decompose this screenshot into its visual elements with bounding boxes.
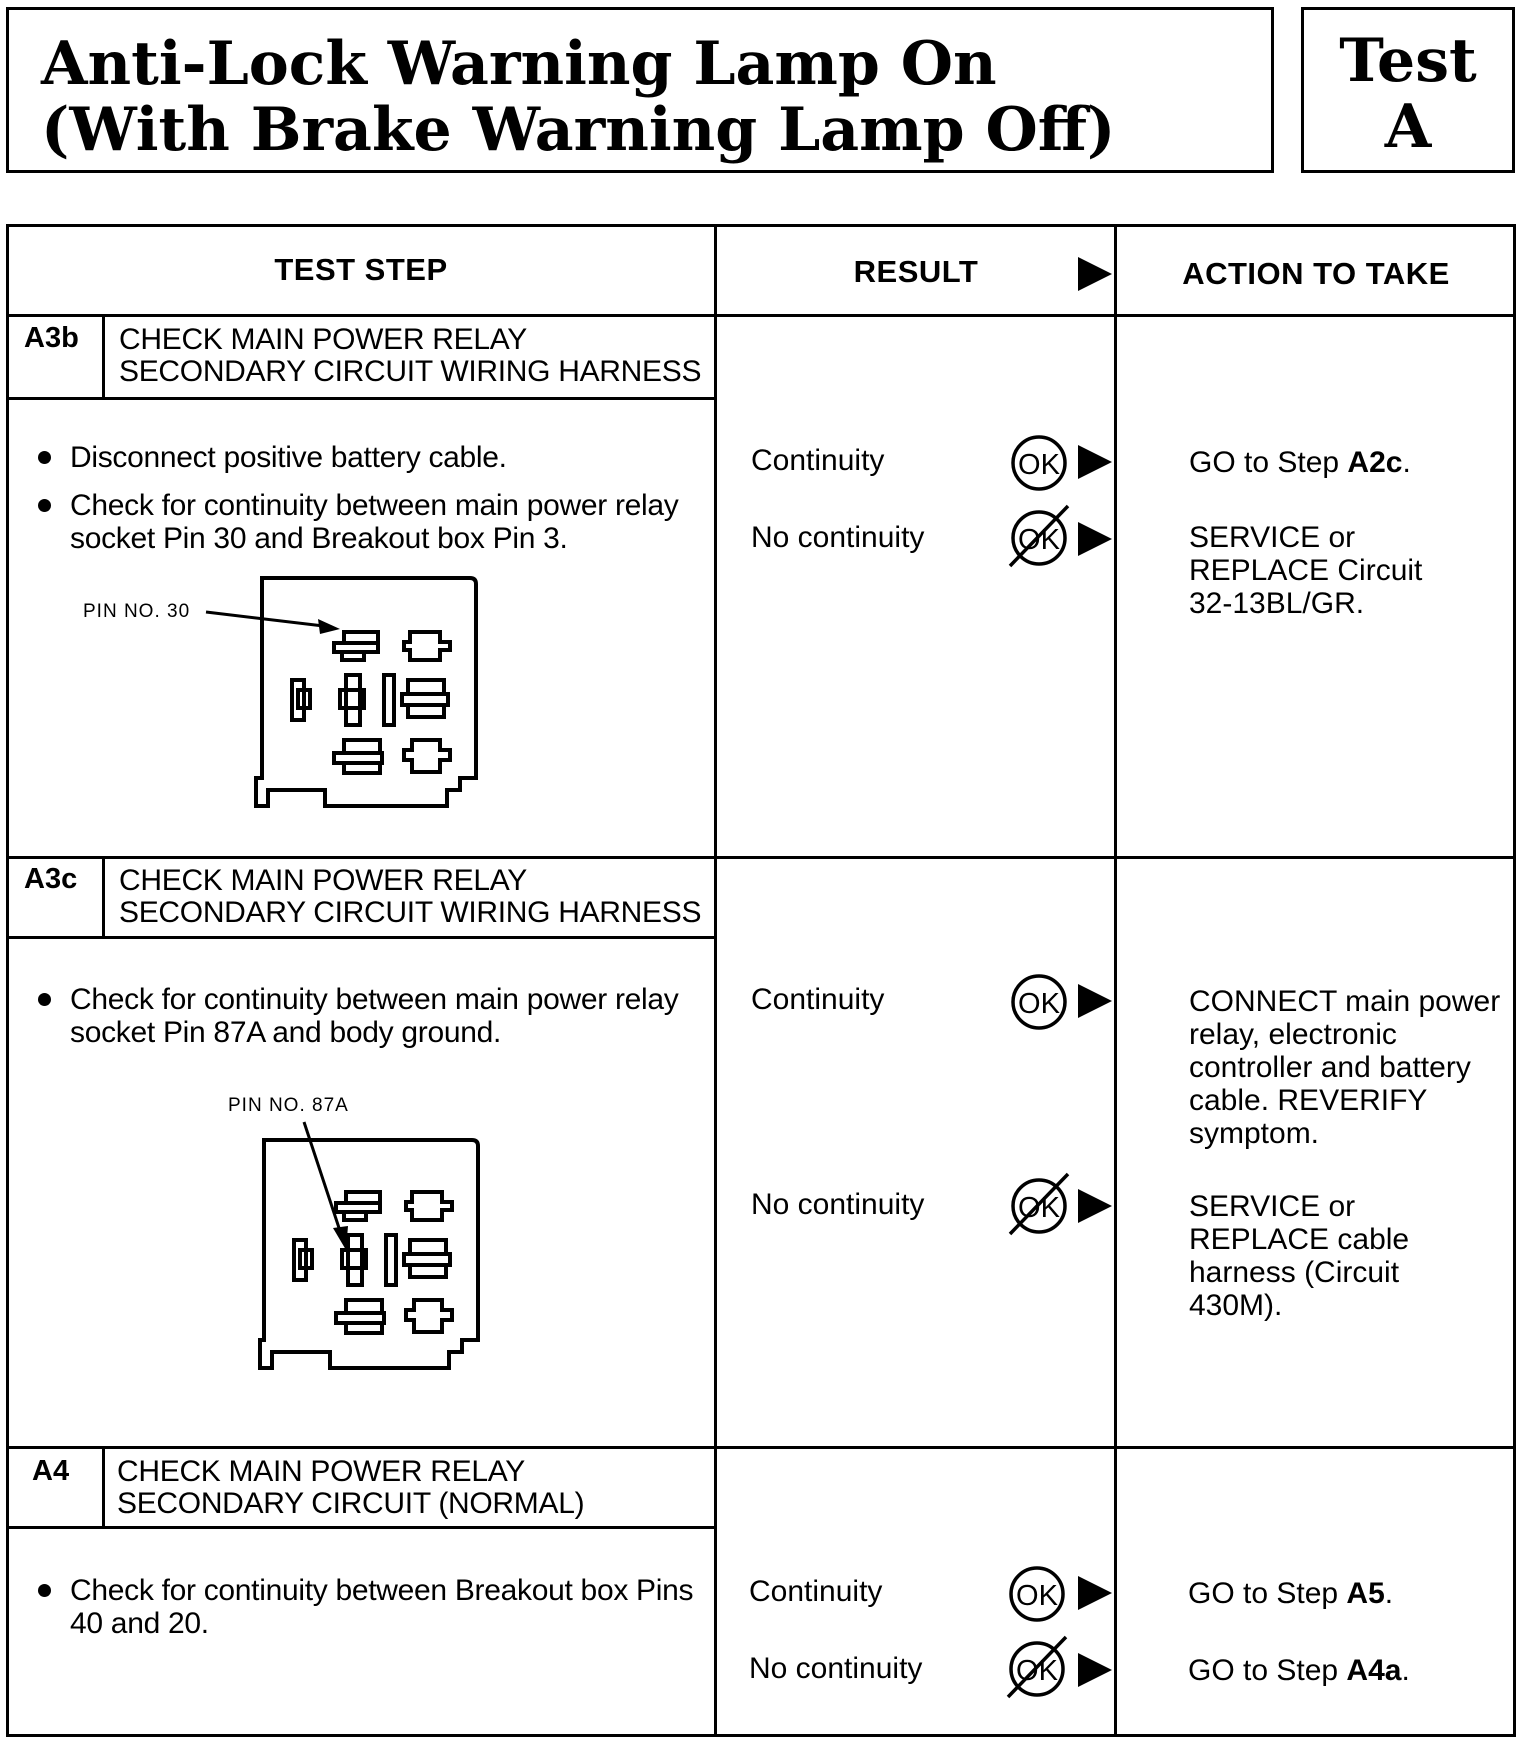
column-header-action: ACTION TO TAKE	[1182, 256, 1450, 291]
not-ok-circle-icon	[1008, 1641, 1068, 1701]
action-text: GO to Step A4a.	[1188, 1654, 1410, 1687]
step-title-line2: SECONDARY CIRCUIT (NORMAL)	[117, 1487, 585, 1520]
action-text: SERVICE or REPLACE cable harness (Circuit 430M).	[1189, 1190, 1410, 1322]
arrow-right-icon	[1078, 1576, 1112, 1610]
result-text: No continuity	[751, 521, 925, 554]
column-header-result: RESULT	[853, 254, 979, 289]
action-text: SERVICE or REPLACE Circuit 32-13BL/GR.	[1189, 521, 1423, 620]
arrow-right-icon	[1078, 984, 1112, 1018]
ok-circle-icon	[1010, 974, 1070, 1034]
step-title-line2: SECONDARY CIRCUIT WIRING HARNESS	[119, 355, 702, 388]
result-text: No continuity	[751, 1188, 925, 1221]
action-text: GO to Step A5.	[1188, 1577, 1394, 1610]
step-title-line1: CHECK MAIN POWER RELAY	[119, 323, 527, 356]
ok-circle-icon	[1008, 1566, 1068, 1626]
action-text: GO to Step A2c.	[1189, 446, 1411, 479]
result-text: Continuity	[749, 1575, 883, 1608]
arrow-right-icon	[1078, 1189, 1112, 1223]
step-title-line2: SECONDARY CIRCUIT WIRING HARNESS	[119, 896, 702, 929]
step-id: A3b	[24, 322, 79, 354]
svg-text:OK: OK	[1018, 1192, 1060, 1224]
step-title-line1: CHECK MAIN POWER RELAY	[119, 864, 527, 897]
column-header-test-step: TEST STEP	[274, 252, 448, 287]
svg-text:OK: OK	[1016, 1580, 1058, 1612]
bullet-text: Check for continuity between Breakout box Pins 40 and 20.	[70, 1574, 694, 1640]
bullet-text: Check for continuity between main power relay socket Pin 87A and body ground.	[70, 983, 679, 1049]
step-title-line1: CHECK MAIN POWER RELAY	[117, 1455, 525, 1488]
result-text: Continuity	[751, 983, 885, 1016]
svg-text:OK: OK	[1018, 524, 1060, 556]
svg-text:OK: OK	[1018, 988, 1060, 1020]
bullet-text: Check for continuity between main power relay socket Pin 30 and Breakout box Pin 3.	[70, 489, 679, 555]
step-id: A4	[32, 1455, 70, 1487]
step-id: A3c	[24, 863, 78, 895]
bullet-item	[38, 1574, 698, 1644]
page-title-line1: Anti-Lock Warning Lamp On	[41, 29, 997, 99]
result-text: No continuity	[749, 1652, 923, 1685]
diagram-label: PIN NO. 30	[83, 601, 191, 622]
svg-text:OK: OK	[1016, 1655, 1058, 1687]
test-label: Test	[1339, 26, 1477, 96]
action-text: CONNECT main power relay, electronic controller and battery cable. REVERIFY symptom.	[1189, 985, 1501, 1150]
svg-text:OK: OK	[1018, 449, 1060, 481]
page-title-line2: (With Brake Warning Lamp Off)	[41, 95, 1116, 165]
not-ok-circle-icon	[1010, 1178, 1070, 1238]
diagram-label: PIN NO. 87A	[228, 1095, 349, 1116]
bullet-dot	[38, 1584, 51, 1597]
result-text: Continuity	[751, 444, 885, 477]
arrow-right-icon	[1078, 1653, 1112, 1687]
bullet-text: Disconnect positive battery cable.	[70, 441, 507, 474]
test-letter: A	[1384, 92, 1432, 162]
